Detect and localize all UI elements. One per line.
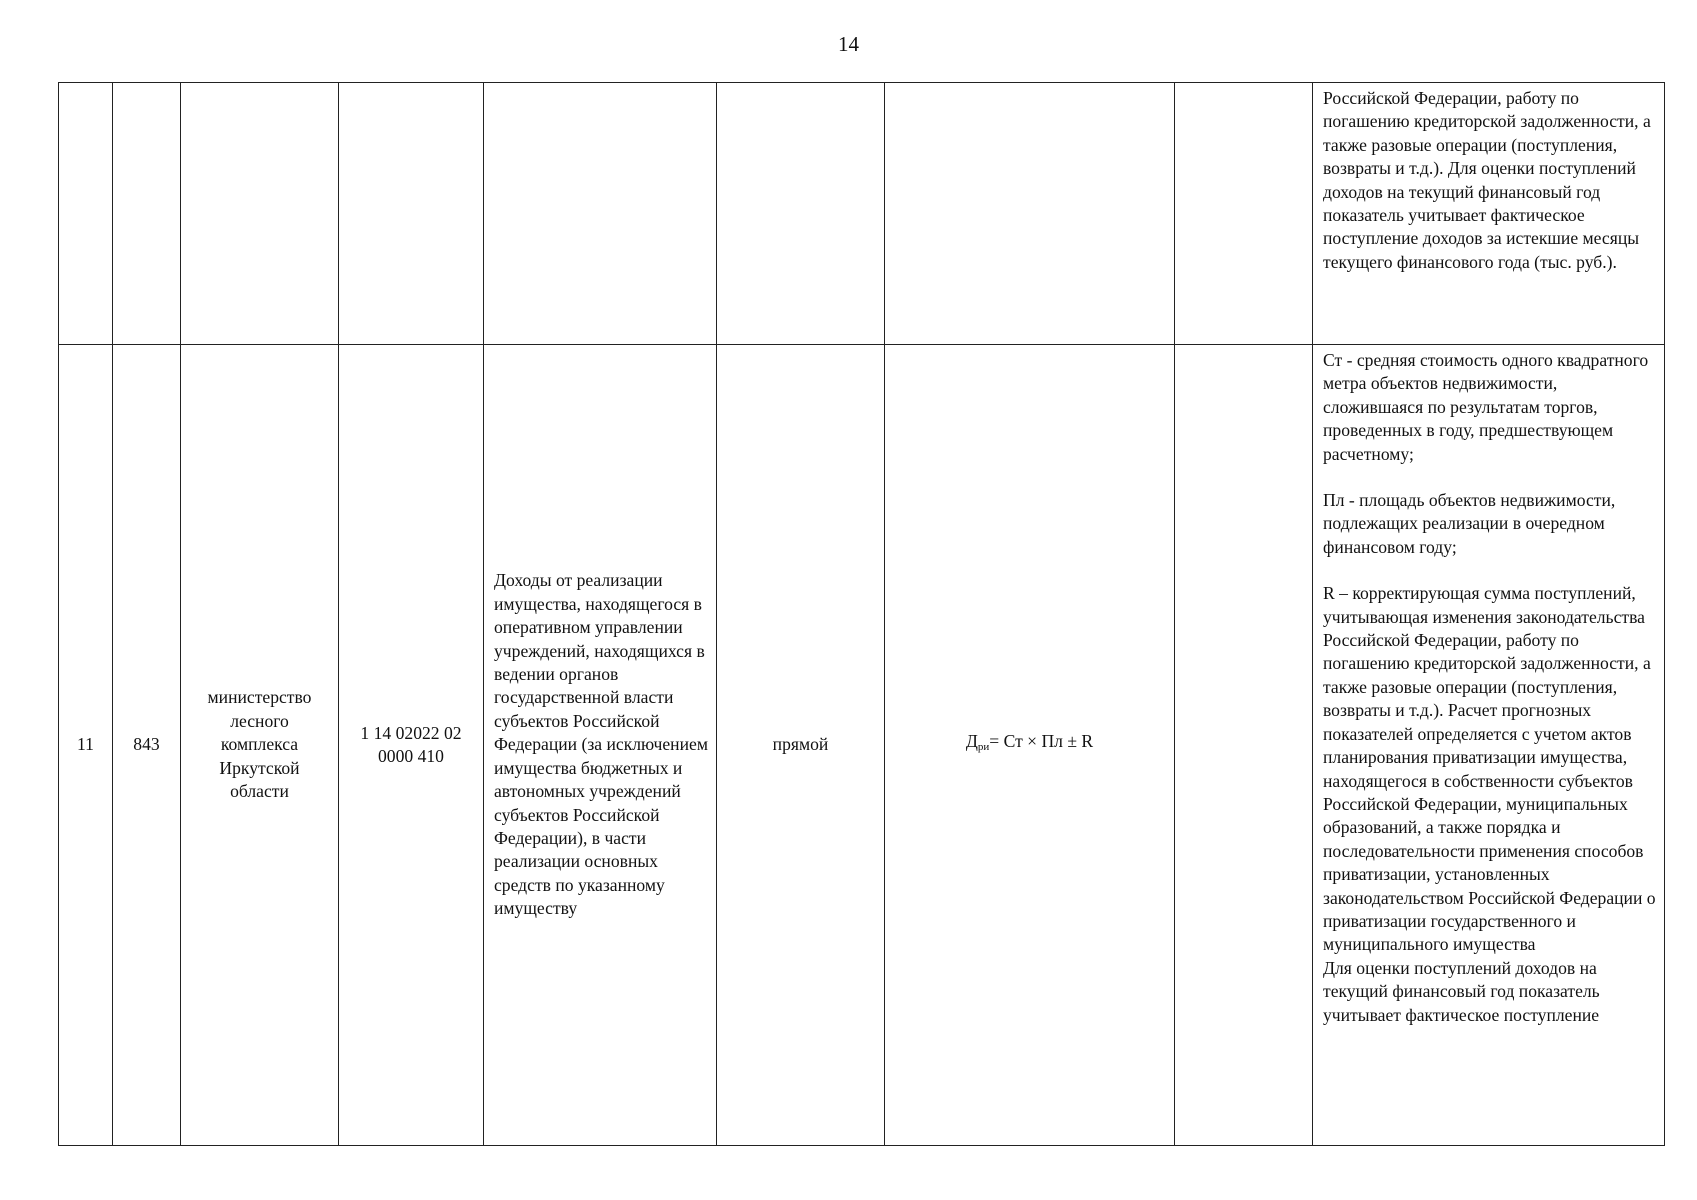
cell-administrator [181,83,339,345]
note-paragraph-3: R – корректирующая сумма поступлений, учитывающая изменения законодательства Российской Федерации, работу по погашению кредиторской задолженности, а также разовые операции (поступления, возвраты и т.д.). Расчет прогнозных показателей определяется с учетом актов планирования приватизации имущества, находящегося в собственности субъектов Российской Федерации, муниципальных образований, а также порядка и последовательности применения способов приватизации, установленных законодательством Российской Федерации о приватизации государственного и муниципального имущества [1323,583,1656,955]
cell-method: прямой [717,345,885,1146]
cell-number [59,83,113,345]
cell-formula [885,345,1175,1146]
cell-income-name: Доходы от реализации имущества, находящегося в оперативном управлении учреждений, находящихся в ведении органов государственной власти субъектов Российской Федерации (за исключением имущества бюджетных и автономных учреждений субъектов Российской Федерации), в части реализации основных средств по указанному имуществу [484,345,717,1146]
cell-kbk: 1 14 02022 02 0000 410 [339,345,484,1146]
table-row-11 [59,345,1665,1146]
cell-income-name [484,83,717,345]
cell-number: 11 [59,345,113,1146]
cell-note [1313,345,1665,1146]
table-row-continuation [59,83,1665,345]
paragraph-gap [1323,559,1660,582]
cell-admin-code [113,83,181,345]
note-text: Российской Федерации, работу по погашению кредиторской задолженности, а также разовые операции (поступления, возвраты и т.д.). Для оценки поступлений доходов на текущий финансовый год показатель учитывает фактическое поступление доходов за истекшие месяцы текущего финансового года (тыс. руб.). [1323,88,1651,272]
formula-rhs: = Ст × Пл ± R [989,731,1094,752]
cell-empty [1175,345,1313,1146]
cell-kbk [339,83,484,345]
cell-note [1313,83,1665,345]
cell-admin-code: 843 [113,345,181,1146]
paragraph-gap [1323,466,1660,489]
cell-method [717,83,885,345]
formula-lhs: Д [965,731,978,752]
page-number: 14 [838,32,859,56]
income-forecast-table [58,82,1665,1146]
note-paragraph-2: Пл - площадь объектов недвижимости, подлежащих реализации в очередном финансовом году; [1323,490,1616,557]
note-paragraph-4: Для оценки поступлений доходов на текущий финансовый год показатель учитывает фактическое поступление [1323,957,1600,1025]
cell-empty [1175,83,1313,345]
cell-formula [885,83,1175,345]
note-paragraph-1: Ст - средняя стоимость одного квадратного метра объектов недвижимости, сложившаяся по результатам торгов, проведенных в году, предшествующем расчетному; [1323,350,1649,464]
formula-subscript: ри [977,741,990,754]
cell-administrator: министерство лесного комплекса Иркутской области [181,345,339,1146]
